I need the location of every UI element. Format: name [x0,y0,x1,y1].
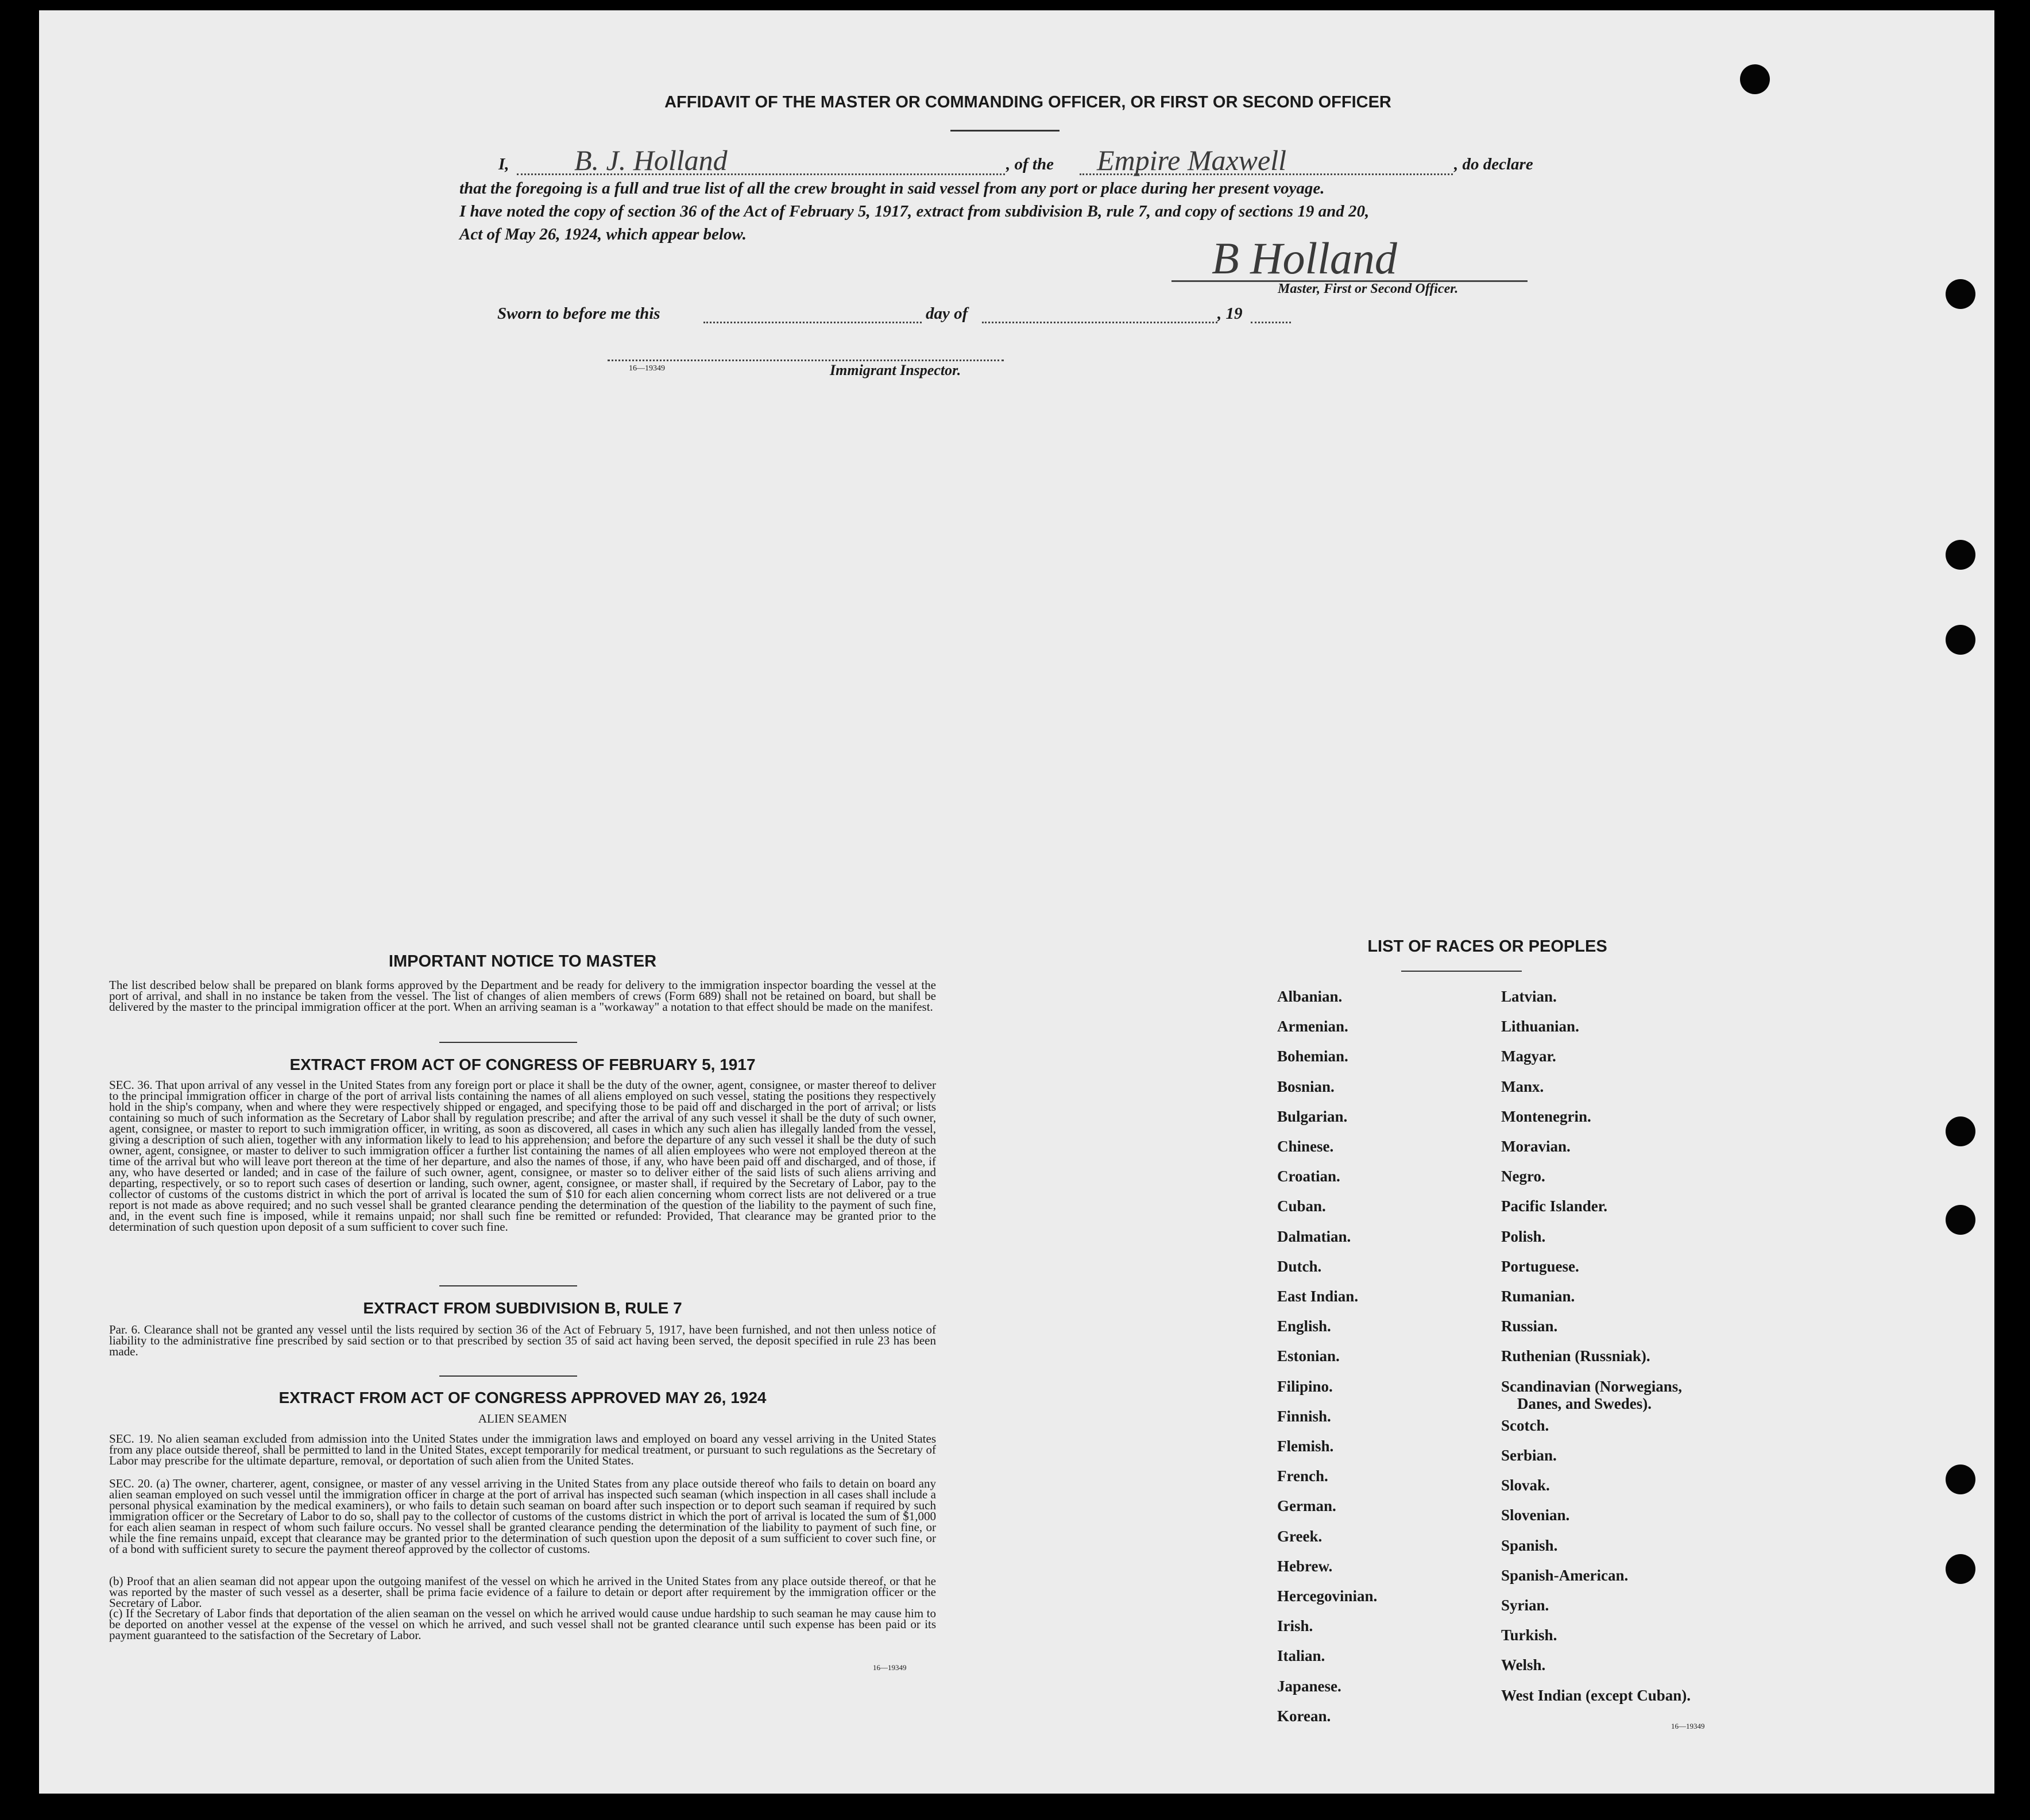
year-label: , 19 [1217,304,1243,323]
race-item: Hercegovinian. [1277,1587,1378,1605]
form-number: 16—19349 [629,364,665,373]
race-item: Croatian. [1277,1168,1340,1185]
race-item: Moravian. [1501,1138,1571,1155]
race-item: Scotch. [1501,1416,1549,1434]
race-item: Dalmatian. [1277,1227,1351,1245]
race-item: Manx. [1501,1077,1544,1095]
punch-hole [1946,625,1975,655]
race-item: Bulgarian. [1277,1107,1348,1125]
race-item: Estonian. [1277,1347,1340,1365]
extract3-sec20c: (c) If the Secretary of Labor finds that deportation of the alien seaman on the vessel on which he arrived would cause undue hardship to such seaman he may cause him to be deported on another vessel at the expense of the vessel on which he arrived, and such vessel shall not be granted clearance until such expense has been paid or its payment guaranteed to the satisfaction of the Secretary of Labor. [109,1606,936,1642]
extract1-text: SEC. 36. That upon arrival of any vessel in the United States from any foreign port or place it shall be the duty of the owner, agent, consignee, or master thereof to deliver to the principal immigration officer in charge of the port of arrival lists containing the names of all aliens employed on such vessel, stating the positions they respectively hold in the ship's company, when and where they were respectively shipped or engaged, and specifying those to be paid off and discharged in the port of arrival; or lists containing so much of such information as the Secretary of Labor shall by regulation prescribe; and after the arrival of any such vessel it shall be the duty of such owner, agent, consignee, or master to report to such immigration officer, in writing, as soon as discovered, all cases in which any such alien has illegally landed from the vessel, giving a description of such alien, together with any information likely to lead to his apprehension; and before the departure of any such vessel it shall be the duty of such owner, agent, consignee, or master to deliver to such immigration officer a further list containing the names of all alien employees who were not employed thereon at the time of the arrival but who will leave port thereon at the time of her departure, and also the names of those, if any, who have been paid off and discharged, and of those, if any, who have deserted or landed; and in case of the failure of such owner, agent, consignee, or master so to deliver either of the said lists of such aliens arriving and departing, respectively, or so to report such cases of desertion or landing, such owner, agent, consignee, or master shall, if required by the Secretary of Labor, pay to the collector of customs of the customs district in which the port of arrival is located the sum of $10 for each alien concerning whom correct lists are not delivered or a true report is not made as above required; and no such vessel shall be granted clearance pending the determination of the question of the liability to the payment of such fine, and, in the event such fine is imposed, while it remains unpaid; nor shall such fine be remitted or refunded: Provided, That clearance may be granted prior to the determination of such question upon deposit of a sum sufficient to cover such fine. [109,1078,936,1234]
vessel-name: Empire Maxwell [1097,144,1287,176]
race-item: Filipino. [1277,1377,1333,1395]
race-item: Bosnian. [1277,1077,1335,1095]
race-item: Slovak. [1501,1477,1550,1494]
form-number: 16—19349 [873,1663,907,1672]
extract1-title: EXTRACT FROM ACT OF CONGRESS OF FEBRUARY 5, 1917 [289,1056,756,1073]
notice-text: The list described below shall be prepared on blank forms approved by the Department and be ready for delivery to the immigration inspector boarding the vessel at the port of arrival, and shall in no instance be taken from the vessel. The list of changes of alien members of crews (Form 689) shall not be retained on board, but shall be delivered by the master to the principal immigration officer at the port. When an arriving seaman is a "workaway" a notation to that effect should be made on the manifest. [109,978,936,1014]
race-item: Danes, and Swedes). [1517,1394,1652,1412]
race-item: Russian. [1501,1317,1558,1335]
punch-hole [1946,540,1975,570]
do-declare-label: , do declare [1454,155,1533,173]
race-item: Pacific Islander. [1501,1197,1607,1215]
race-item: West Indian (except Cuban). [1501,1686,1691,1704]
punch-hole [1946,1205,1975,1235]
race-item: Rumanian. [1501,1288,1575,1305]
race-item: Dutch. [1277,1257,1322,1275]
extract3-title: EXTRACT FROM ACT OF CONGRESS APPROVED MAY 26, 1924 [279,1389,767,1406]
race-item: Hebrew. [1277,1557,1333,1575]
race-item: Irish. [1277,1617,1313,1635]
sworn-day-line [703,322,922,323]
race-item: Ruthenian (Russniak). [1501,1347,1650,1365]
inspector-line [608,360,1004,361]
race-item: Bohemian. [1277,1048,1348,1065]
notice-title: IMPORTANT NOTICE TO MASTER [388,952,657,971]
day-of-label: day of [926,304,968,323]
race-item: Italian. [1277,1647,1325,1665]
sworn-year-line [1251,322,1291,323]
affidavit-line-4: Act of May 26, 1924, which appear below. [459,225,747,244]
extract3-sec20a: SEC. 20. (a) The owner, charterer, agent, consignee, or master of any vessel arriving in the United States from any place outside thereof who fails to detain on board any alien seaman employed on such vessel until the immigration officer in charge at the port of arrival has inspected such seaman (which inspection in all cases shall include a personal physical examination by the medical examiners), or who fails to detain such seaman on board after such inspection or to deport such seaman if required by such immigration officer or the Secretary of Labor to do so, shall pay to the collector of customs of the customs district in which the port of arrival is located the sum of $1,000 for each alien seaman in respect of whom such failure occurs. No vessel shall be granted clearance pending the determination of the liability to payment of such fine, or while the fine remains unpaid, except that clearance may be granted prior to the determination of such question upon the deposit of a sum sufficient to cover such fine, or of a bond with sufficient surety to secure the payment thereof approved by the collector of customs. [109,1477,936,1556]
form-number: 16—19349 [1671,1722,1705,1730]
sworn-label: Sworn to before me this [497,304,660,323]
divider [950,130,1060,132]
race-item: Latvian. [1501,988,1557,1005]
i-label: I, [498,155,509,173]
race-item: Korean. [1277,1707,1331,1725]
race-item: East Indian. [1277,1288,1359,1305]
punch-hole [1946,1554,1975,1584]
race-item: Flemish. [1277,1438,1334,1455]
race-item: Welsh. [1501,1656,1546,1674]
divider [439,1375,577,1377]
race-item: Syrian. [1501,1597,1549,1614]
race-item: Greek. [1277,1527,1323,1545]
divider [439,1042,577,1043]
affidavit-line-2: that the foregoing is a full and true list of all the crew brought in said vessel from any port or place during her present voyage. [459,179,1325,198]
race-item: Cuban. [1277,1197,1326,1215]
extract3-sec20b: (b) Proof that an alien seaman did not appear upon the outgoing manifest of the vessel on which he arrived in the United States from any place outside thereof, or that he was reported by the master of such vessel as a deserter, shall be prima facie evidence of a failure to detain or deport after requirement by the immigration officer or the Secretary of Labor. [109,1574,936,1610]
race-item: Portuguese. [1501,1257,1579,1275]
race-item: Japanese. [1277,1677,1341,1695]
affidavit-title: AFFIDAVIT OF THE MASTER OR COMMANDING OFFICER, OR FIRST OR SECOND OFFICER [664,93,1391,111]
race-item: Negro. [1501,1168,1545,1185]
extract3-subtitle: ALIEN SEAMEN [478,1412,567,1425]
race-item: Lithuanian. [1501,1018,1579,1035]
punch-hole [1946,1116,1975,1146]
race-item: Polish. [1501,1227,1546,1245]
race-item: French. [1277,1467,1328,1485]
race-item: Finnish. [1277,1407,1331,1425]
race-item: Serbian. [1501,1447,1557,1464]
punch-hole [1946,1464,1975,1494]
master-name: B. J. Holland [574,144,728,176]
race-item: Montenegrin. [1501,1107,1591,1125]
race-item: Turkish. [1501,1626,1557,1644]
extract2-text: Par. 6. Clearance shall not be granted any vessel until the lists required by section 36 of the Act of February 5, 1917, have been furnished, and not then unless notice of liability to the administrative fine prescribed by said section or to that prescribed by section 35 of said act having been served, the deposit specified in rule 23 has been made. [109,1323,936,1358]
punch-hole [1740,64,1770,94]
race-item: Chinese. [1277,1138,1334,1155]
race-item: Slovenian. [1501,1506,1570,1524]
divider [1401,971,1522,972]
race-item: English. [1277,1317,1331,1335]
divider [439,1285,577,1286]
extract2-title: EXTRACT FROM SUBDIVISION B, RULE 7 [363,1299,682,1317]
of-the-label: , of the [1006,155,1054,173]
sworn-month-line [982,322,1217,323]
race-item: German. [1277,1497,1336,1515]
inspector-label: Immigrant Inspector. [830,362,961,378]
punch-hole [1946,279,1975,309]
race-item: Albanian. [1277,988,1343,1005]
signature-caption: Master, First or Second Officer. [1278,281,1459,296]
race-item: Magyar. [1501,1048,1556,1065]
races-title: LIST OF RACES OR PEOPLES [1367,937,1607,956]
race-item: Scandinavian (Norwegians, [1501,1377,1683,1395]
race-item: Spanish-American. [1501,1566,1629,1584]
master-signature: B Holland [1212,233,1397,283]
race-item: Armenian. [1277,1018,1348,1035]
race-item: Spanish. [1501,1536,1558,1554]
affidavit-line-3: I have noted the copy of section 36 of the Act of February 5, 1917, extract from subdivision B, rule 7, and copy of sections 19 and 20, [459,202,1370,221]
extract3-sec19: SEC. 19. No alien seaman excluded from admission into the United States under the immigration laws and employed on board any vessel arriving in the United States from any place outside thereof, shall be permitted to land in the United States, except temporarily for medical treatment, or pursuant to such regulations as the Secretary of Labor may prescribe for the ultimate departure, removal, or deportation of such alien from the United States. [109,1432,936,1467]
